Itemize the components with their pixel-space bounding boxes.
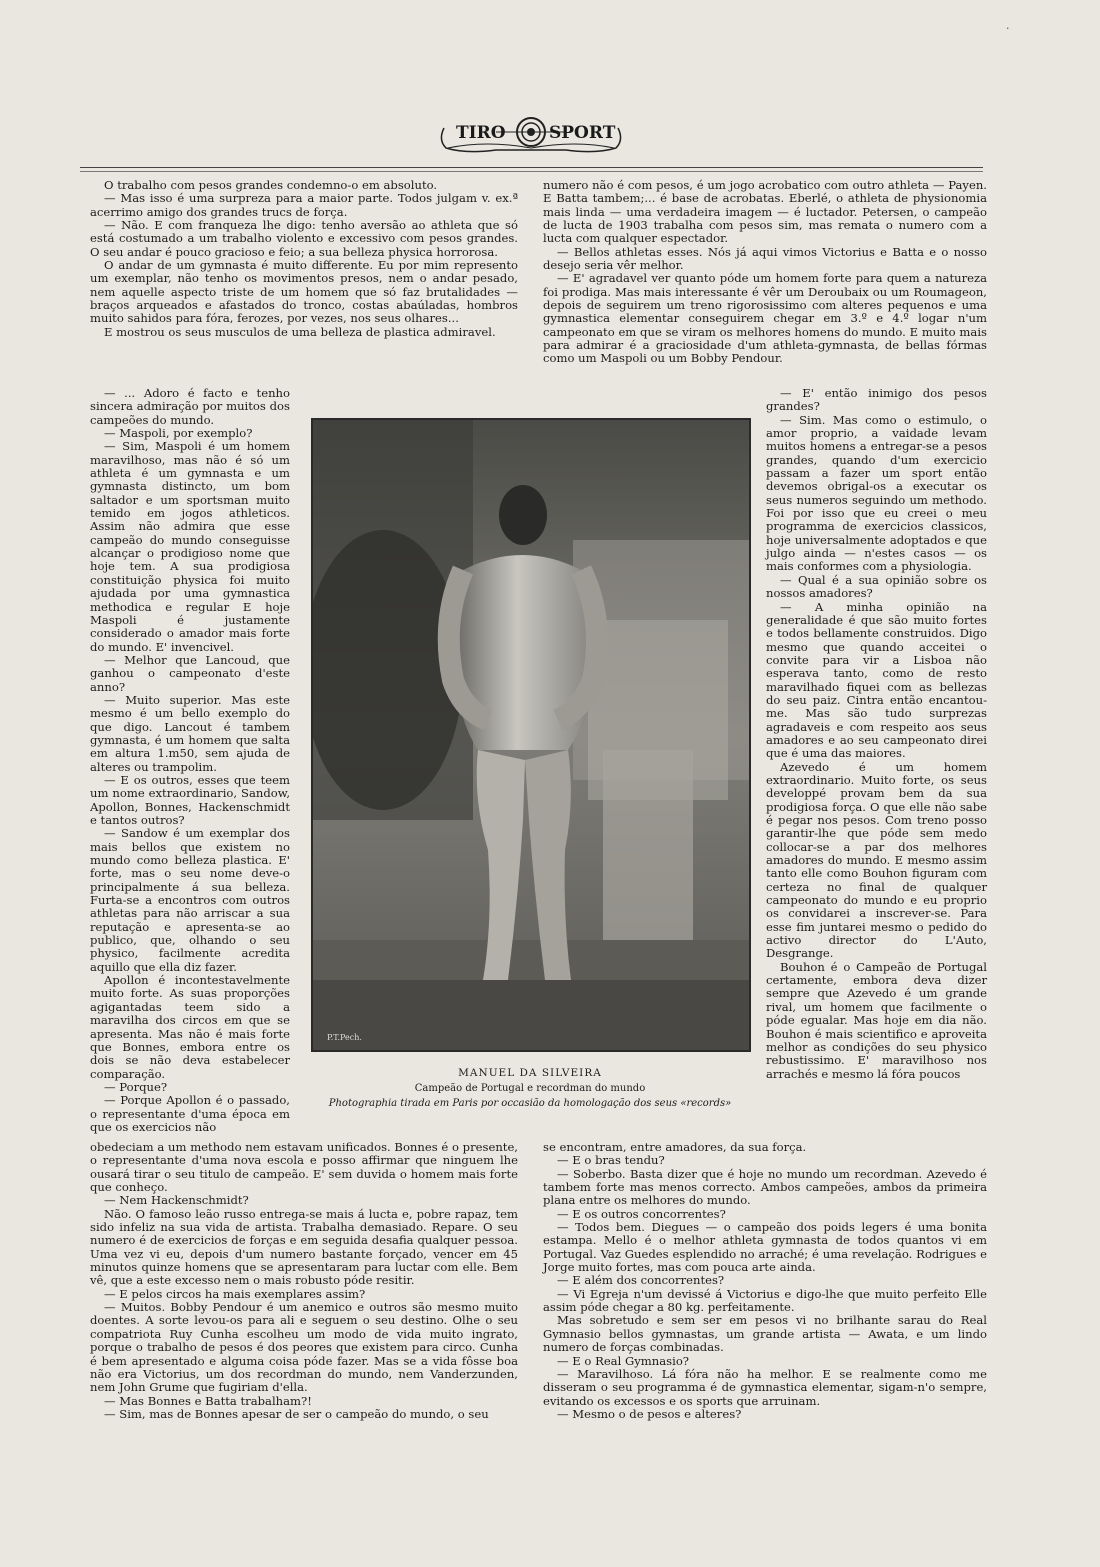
paragraph: Não. O famoso leão russo entrega-se mais á lucta e, pobre rapaz, tem sido infeliz na sua vida de artista. Trabalha demasiado. Repare. O seu numero é de exercicios de forças e em seguida desafia qualquer pessoa. Uma vez vi eu, depois d'um numero bastante forçado, vencer em 45 minutos quinze homens que se apresentaram para luctar com elle. Bem vê, que a este excesso nem o mais robusto póde resitir. [90,1206,518,1288]
text-right-bottom [543,1141,987,1421]
paragraph: — Melhor que Lancoud, que ganhou o campeonato d'este anno? [90,652,290,694]
paragraph: — Porque? [104,1079,168,1094]
paragraph: — Porque Apollon é o passado, o representante d'uma época em que os exercicios não [90,1093,290,1134]
text-right-top [543,179,987,366]
paragraph: — ... Adoro é facto e tenho sincera admiração por muitos dos campeões do mundo. [90,386,290,427]
text-left-bottom [90,1141,518,1421]
paragraph: numero não é com pesos, é um jogo acrobatico com outro athleta — Payen. E Batta tambem;... é base de acrobatas. Eberlé, o athleta de physionomia mais linda — uma verdadeira imagem — é luctador. Petersen, o campeão de lucta de 1903 trabalha com pesos sim, mas remata o numero com a lucta com qualquer espectador. [543,178,987,246]
masthead-left: TIRO [456,123,506,143]
paragraph: — E os outros, esses que teem um nome extraordinario, Sandow, Apollon, Bonnes, Hackenschmidt e tantos outros? [90,772,290,827]
masthead-right: SPORT [549,123,616,143]
paragraph: obedeciam a um methodo nem estavam unificados. Bonnes é o presente, o representante d'uma nova escola e posso affirmar que ninguem lhe ousará tirar o seu titulo de campeão. E' sem duvida o homem mais forte que conheço. [90,1140,518,1195]
paragraph: — Não. E com franqueza lhe digo: tenho aversão ao athleta que só está costumado a um trabalho violento e excessivo com pesos grandes. O seu andar é pouco gracioso e feio; a sua belleza physica horrorosa. [90,218,518,259]
paragraph: — E os outros concorrentes? [557,1206,726,1221]
paragraph: — Soberbo. Basta dizer que é hoje no mundo um recordman. Azevedo é tambem forte mas menos correcto. Ambos campeões, ambos da primeira plana entre os melhores do mundo. [543,1166,987,1208]
masthead-logo [436,110,626,156]
paragraph: — Bellos athletas esses. Nós já aqui vimos Victorius e Batta e o nosso desejo seria vêr melhor. [543,244,987,273]
text-left-column [90,387,290,1134]
photographer-signature: P.T.Pech. [327,1033,362,1042]
paragraph: — Sim, mas de Bonnes apesar de ser o campeão do mundo, o seu [104,1406,489,1421]
paragraph: — Maspoli, por exemplo? [104,426,253,441]
paragraph: — E' então inimigo dos pesos grandes? [766,386,987,414]
paragraph: — E pelos circos ha mais exemplares assim? [104,1286,366,1301]
paragraph: — E o Real Gymnasio? [557,1353,690,1368]
paragraph: — Sandow é um exemplar dos mais bellos que existem no mundo como belleza plastica. E' forte, mas o seu nome deve-o principalmente á sua belleza. Furta-se a encontros com outros athletas para não arriscar a sua reputação e apresenta-se ao publico, que, olhando o seu physico, facilmente acredita aquillo que ella diz fazer. [90,826,290,974]
header-rule-thin [80,171,983,172]
paragraph: Mas sobretudo e sem ser em pesos vi no brilhante sarau do Real Gymnasio bellos gymnastas, um grande artista — Awata, e um lindo numero de forças combinadas. [543,1313,987,1355]
photo-caption-subtitle: Campeão de Portugal e recordman do mundo [414,1083,646,1094]
paragraph: — Sim, Maspoli é um homem maravilhoso, mas não é só um athleta é um gymnasta e um gymnasta distincto, um bom saltador e um sportsman muito temido em jogos athleticos. Assim não admira que esse campeão do mundo conseguisse alcançar o prodigioso nome que hoje tem. A sua prodigiosa constituição physica foi muito ajudada por uma gymnastica methodica e regular E hoje Maspoli é justamente considerado o amador mais forte do mundo. E' invencivel. [90,439,290,654]
paragraph: O trabalho com pesos grandes condemno-o em absoluto. [104,178,438,192]
paragraph: O andar de um gymnasta é muito differente. Eu por mim represento um exemplar, não tenho os movimentos presos, nem o andar pesado, nem aquelle aspecto triste de um homem que só faz brutalidades — braços arqueados e afastados do tronco, costas abaúladas, hombros muito sahidos para fóra, ferozes, por vezes, nos seus olhares... [90,258,518,326]
paragraph: Bouhon é o Campeão de Portugal certamente, embora deva dizer sempre que Azevedo é um grande rival, um homem que facilmente o póde egualar. Mas hoje em dia não. Bouhon é mais scientifico e aproveita melhor as condições do seu physico rebustissimo. E' maravilhoso nos arrachés e mesmo lá fóra poucos [766,959,987,1081]
photo-caption-note: Photographia tirada em Paris por occasião da homologação dos seus «records» [328,1098,732,1109]
text-left-top [90,179,518,339]
paragraph: — A minha opinião na generalidade é que são muito fortes e todos bellamente construidos. Digo mesmo que quando acceitei o convite para vir a Lisboa não esperava tanto, como de resto maravilhado fiquei com as bellezas do seu paiz. Cintra então encantou-me. Mas são tudo surprezas agradaveis e com respeito aos seus amadores e ao seu campeonato direi que é uma das maiores. [766,599,987,761]
paragraph: — E além dos concorrentes? [557,1273,725,1288]
paragraph: — Nem Hackenschmidt? [104,1193,249,1208]
paragraph: — Sim. Mas como o estimulo, o amor proprio, a vaidade levam muitos homens a entregar-se a pesos grandes, quando d'um exercicio passam a fazer um sport então devemos obrigal-os a executar os seus numeros seguindo um methodo. Foi por isso que eu creei o meu programma de exercicios classicos, hoje universalmente adoptados e que julgo ainda — n'estes casos — os mais conformes com a physiologia. [766,412,987,574]
paragraph: — Qual é a sua opinião sobre os nossos amadores? [766,572,987,601]
paragraph: — Maravilhoso. Lá fóra não ha melhor. E se realmente como me disseram o seu programma é de gymnastica elementar, sigam-n'o sempre, evitando os excessos e os sports que arruinam. [543,1366,987,1408]
text-right-column [766,387,987,1081]
athlete-photo-illustration [313,420,749,1050]
paragraph: — Todos bem. Diegues — o campeão dos poids legers é uma bonita estampa. Mello é o melhor athleta gymnasta de todos quantos vi em Portugal. Vaz Guedes esplendido no arraché; é uma revelação. Rodrigues e Jorge muito fortes, mas com pouca arte ainda. [543,1220,987,1275]
paragraph: E mostrou os seus musculos de uma belleza de plastica admiravel. [104,324,496,339]
paragraph: — E' agradavel ver quanto póde um homem forte para quem a natureza foi prodiga. Mas mais interessante é vêr um Deroubaix ou um Roumageon, depois de seguirem um treno rigorosissimo com alteres pequenos e uma gymnastica elementar conseguirem chegar em 3.º e 4.º logar n'um campeonato em que se viram os melhores homens do mundo. E muito mais para admirar é a graciosidade d'um athleta-gymnasta, de bellas fórmas como um Maspoli ou um Bobby Pendour. [543,271,987,366]
paragraph: Azevedo é um homem extraordinario. Muito forte, os seus developpé provam bem da sua prodigiosa força. O que elle não sabe é pegar nos pesos. Com treno posso garantir-lhe que póde sem medo collocar-se a par dos melhores amadores do mundo. E mesmo assim tanto elle como Bouhon figuram com certeza no final de qualquer campeonato do mundo e eu proprio os convidarei a inscrever-se. Para esse fim juntarei mesmo o pedido do activo director do L'Auto, Desgrange. [766,759,987,961]
paragraph: — Muito superior. Mas este mesmo é um bello exemplo do que digo. Lancout é tambem gymnasta, é um homem que salta em altura 1.m50, sem ajuda de alteres ou trampolim. [90,692,290,774]
paragraph: — Mesmo o de pesos e alteres? [557,1406,742,1421]
paragraph: se encontram, entre amadores, da sua força. [543,1140,807,1154]
paragraph: Apollon é incontestavelmente muito forte. As suas proporções agigantadas teem sido a maravilha dos circos em que se apresenta. Mas não é mais forte que Bonnes, embora entre os dois se não deva estabelecer comparação. [90,973,290,1081]
paragraph: — Muitos. Bobby Pendour é um anemico e outros são mesmo muito doentes. A sorte levou-os para ali e seguem o seu destino. Olhe o seu compatriota Ruy Cunha escolheu um modo de vida muito ingrato, porque o trabalho de pesos é dos peores que existem para circo. Cunha é bem apresentado e alguma coisa póde fazer. Mas se a vida fôsse boa não era Victorius, um dos recordman do mundo, nem Vanderzunden, nem John Grume que fugiriam d'ella. [90,1300,518,1395]
paragraph: — Mas Bonnes e Batta trabalham?! [104,1393,312,1408]
paragraph: — Mas isso é uma surpreza para a maior parte. Todos julgam v. ex.ª acerrimo amigo dos grandes trucs de força. [90,191,518,219]
athlete-photograph [311,418,751,1052]
header-rule [80,167,983,168]
paragraph: — E o bras tendu? [557,1153,665,1168]
paragraph: — Vi Egreja n'um devissé á Victorius e digo-lhe que muito perfeito Elle assim póde chegar a 80 kg. perfeitamente. [543,1286,987,1315]
photo-caption-title: MANUEL DA SILVEIRA [458,1067,602,1079]
page-mark: · [1006,22,1010,35]
